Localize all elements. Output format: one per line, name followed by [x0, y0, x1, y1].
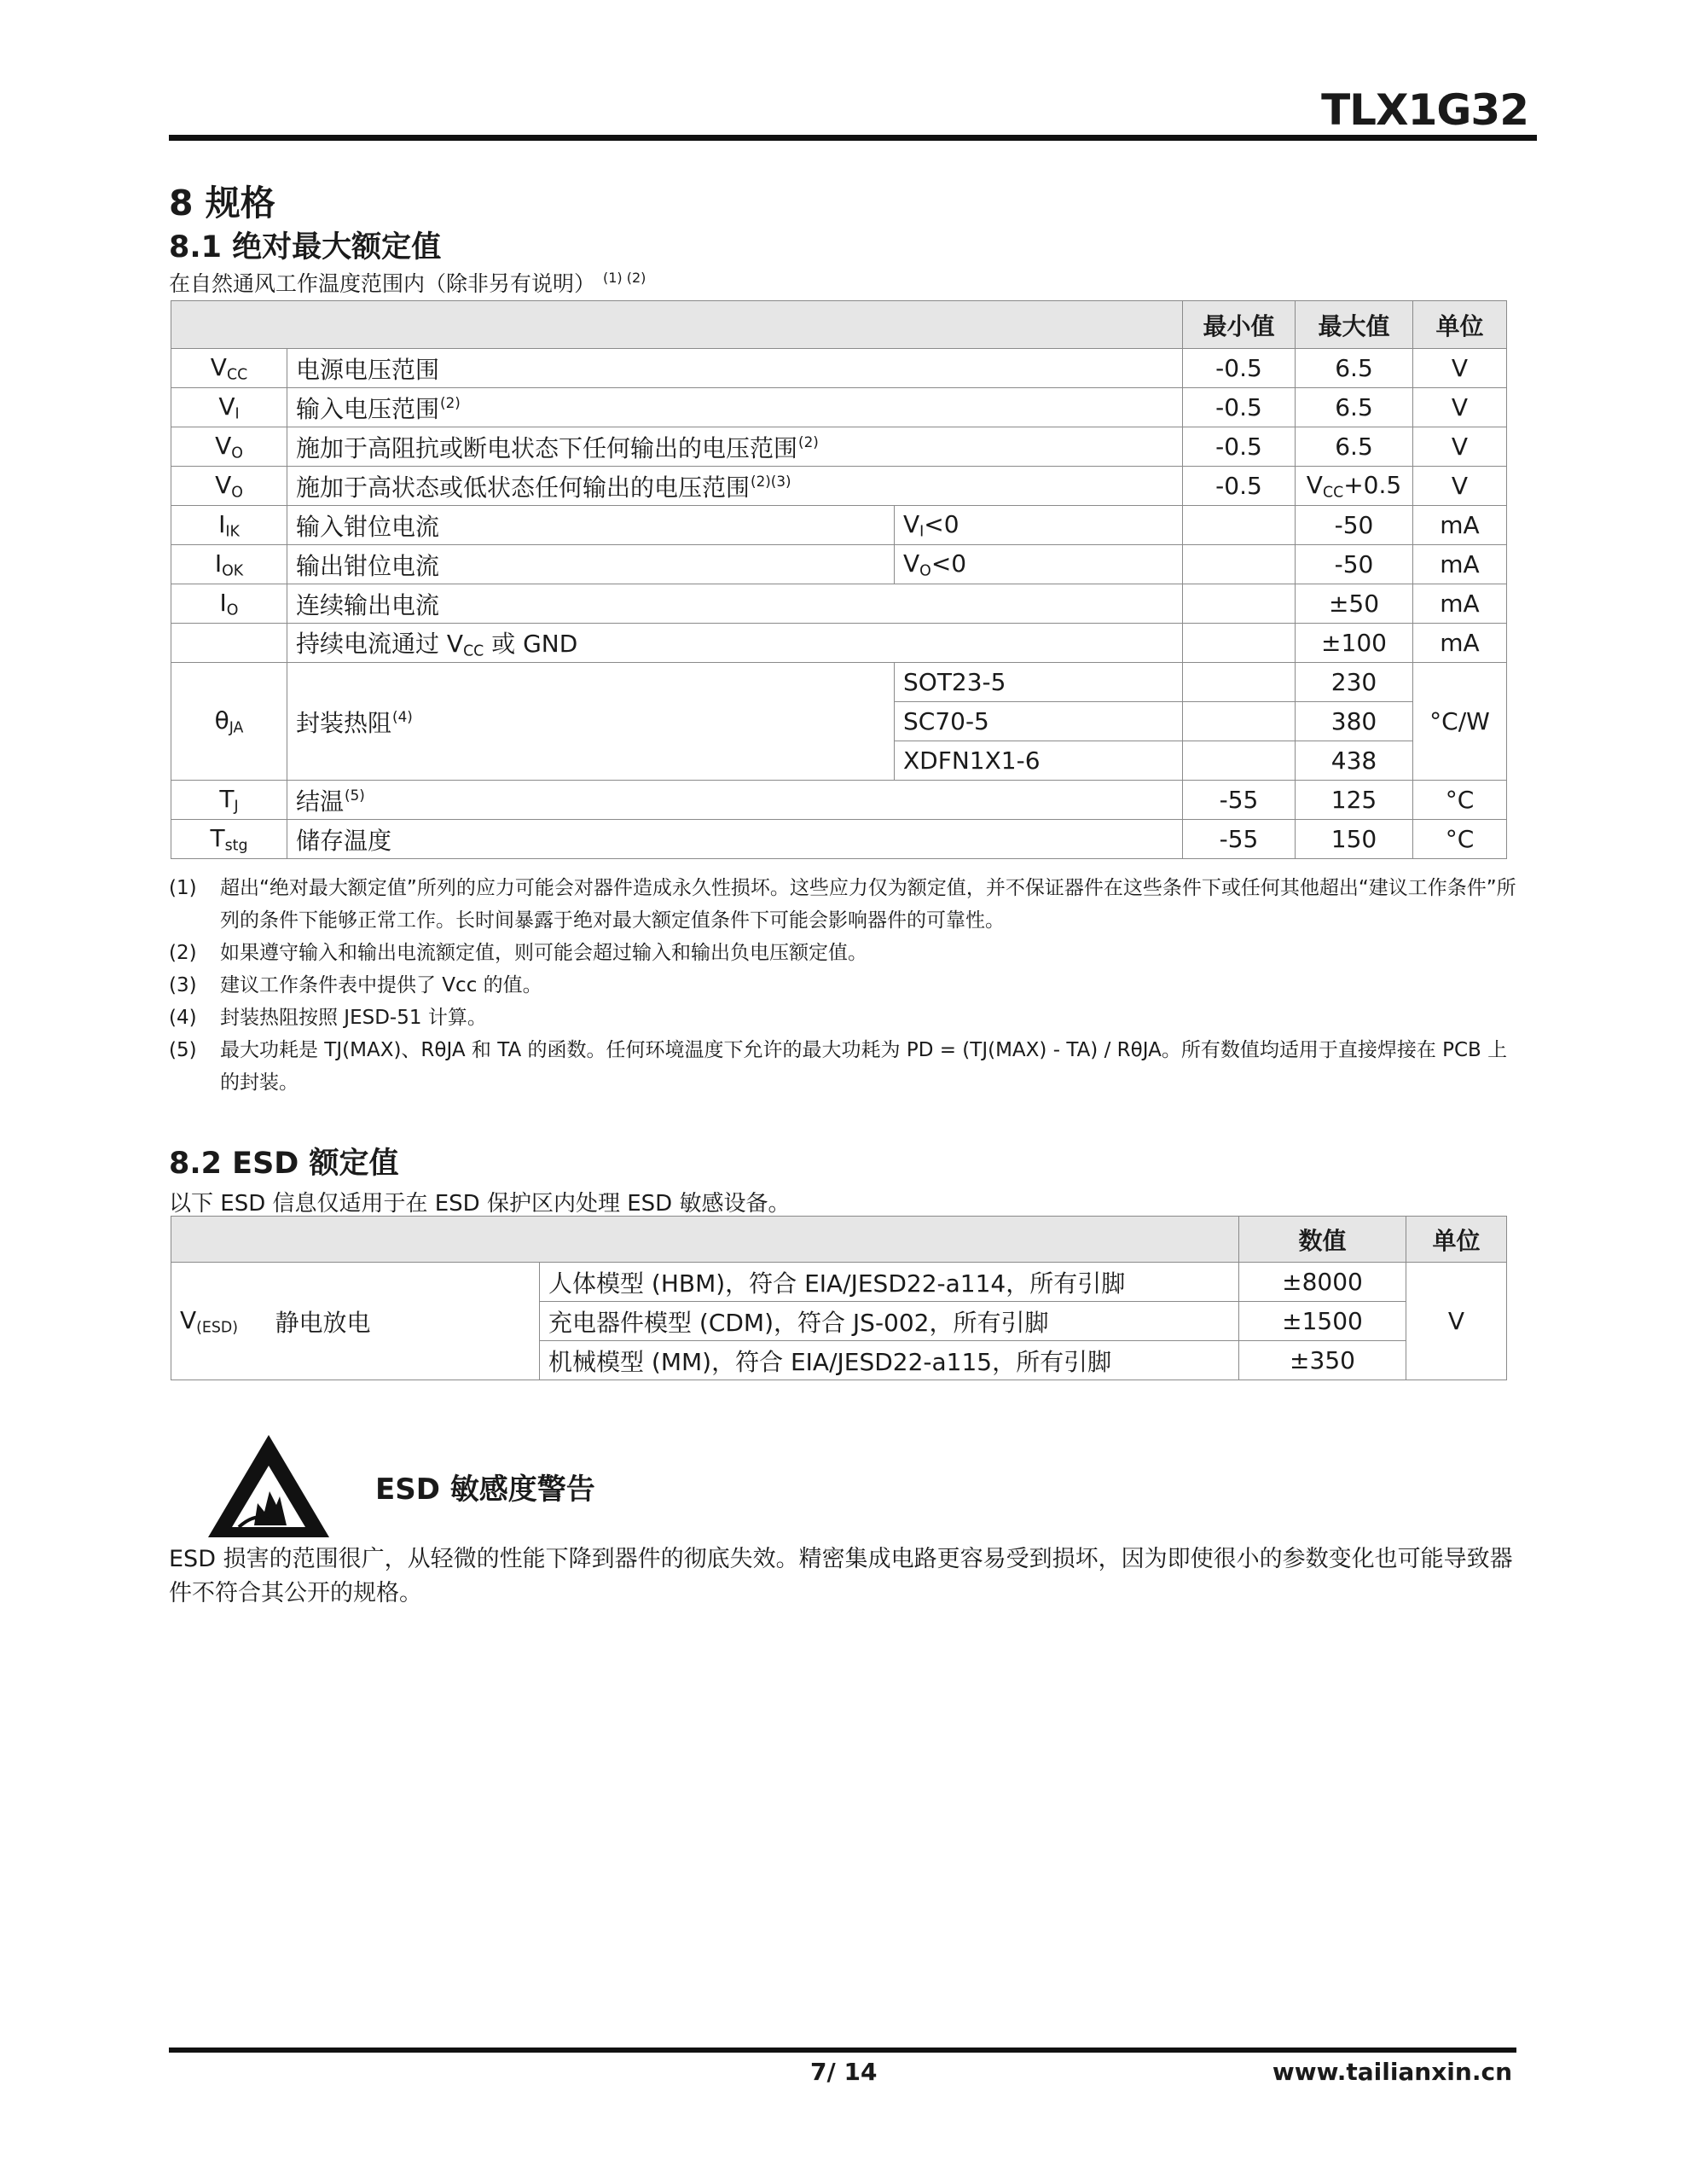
section-8-1-title: 8.1 绝对最大额定值 [169, 230, 442, 264]
model-cell: 人体模型 (HBM)，符合 EIA/JESD22-a114，所有引脚 [540, 1263, 1239, 1302]
min-cell [1183, 506, 1296, 545]
header-max: 最大值 [1296, 301, 1413, 349]
unit-cell: V [1413, 388, 1507, 427]
max-cell: 230 [1296, 663, 1413, 702]
min-cell [1183, 545, 1296, 584]
parameter-cell: 结温$^{(5)}$ [287, 781, 1183, 820]
symbol-cell: $T_{stg}$ [171, 820, 287, 859]
parameter-cell: 封装热阻$^{(4)}$ [287, 663, 895, 781]
symbol-cell: $V_I$ [171, 388, 287, 427]
max-cell: 438 [1296, 741, 1413, 781]
table-row-tstg [171, 820, 1507, 859]
header-unit: 单位 [1406, 1217, 1507, 1263]
symbol-cell: $T_J$ [171, 781, 287, 820]
footer-rule [169, 2048, 1516, 2053]
min-cell: -0.5 [1183, 349, 1296, 388]
document-part-number: TLX1G32 [1321, 85, 1528, 135]
min-cell [1183, 741, 1296, 781]
parameter-cell: 输出钳位电流 [287, 545, 895, 584]
unit-cell: mA [1413, 506, 1507, 545]
section-8-2-caption: 以下 ESD 信息仅适用于在 ESD 保护区内处理 ESD 敏感设备。 [169, 1191, 791, 1217]
table-row-vo-state [171, 467, 1507, 506]
parameter-cell: 电源电压范围 [287, 349, 1183, 388]
table-row-vcc [171, 349, 1507, 388]
esd-warning-text: ESD 损害的范围很广，从轻微的性能下降到器件的彻底失效。精密集成电路更容易受到损坏，因为即使很小的参数变化也可能导致器件不符合其公开的规格。 [169, 1546, 1513, 1606]
symbol-cell: $\theta_{JA}$ [171, 663, 287, 781]
max-cell: -50 [1296, 506, 1413, 545]
table-row-io [171, 584, 1507, 624]
model-cell: 充电器件模型 (CDM)，符合 JS-002，所有引脚 [540, 1302, 1239, 1341]
max-cell: 380 [1296, 702, 1413, 741]
symbol-cell: $V_O$ [171, 427, 287, 467]
parameter-cell: 施加于高状态或低状态任何输出的电压范围$^{(2)(3)}$ [287, 467, 1183, 506]
absolute-max-ratings-table [171, 300, 1507, 859]
esd-warning-icon [205, 1432, 333, 1542]
max-cell: ±50 [1296, 584, 1413, 624]
header-value: 数值 [1239, 1217, 1406, 1263]
symbol-cell: $I_O$ [171, 584, 287, 624]
condition-cell: $V_I<0$ [895, 506, 1183, 545]
section-8-1-caption: 在自然通风工作温度范围内（除非另有说明） $^{(1) (2)}$ [169, 270, 646, 296]
header-rule [169, 135, 1537, 141]
min-cell: -0.5 [1183, 388, 1296, 427]
max-cell: ±100 [1296, 624, 1413, 663]
table-row-theta-sot23 [171, 663, 1507, 702]
max-cell: -50 [1296, 545, 1413, 584]
symbol-cell: $V_O$ [171, 467, 287, 506]
max-cell: 6.5 [1296, 349, 1413, 388]
esd-ratings-table [171, 1216, 1507, 1380]
max-cell: $V_{CC}+0.5$ [1296, 467, 1413, 506]
value-cell: ±350 [1239, 1341, 1406, 1380]
package-cell: SC70-5 [895, 702, 1183, 741]
parameter-cell: 输入电压范围$^{(2)}$ [287, 388, 1183, 427]
max-cell: 6.5 [1296, 427, 1413, 467]
symbol-cell: $I_{OK}$ [171, 545, 287, 584]
symbol-cell: $V_{CC}$ [171, 349, 287, 388]
unit-cell: V [1413, 467, 1507, 506]
table-header-row [171, 1217, 1507, 1263]
min-cell: -55 [1183, 781, 1296, 820]
section-8-2-title: 8.2 ESD 额定值 [169, 1147, 399, 1181]
table-row-icc [171, 624, 1507, 663]
footnote-2: (2) 如果遵守输入和输出电流额定值，则可能会超过输入和输出负电压额定值。 [169, 942, 867, 964]
value-cell: ±1500 [1239, 1302, 1406, 1341]
symbol-cell [171, 624, 287, 663]
page-number: 7/ 14 [810, 2058, 878, 2086]
unit-cell: °C [1413, 820, 1507, 859]
table-row-vi [171, 388, 1507, 427]
max-cell: 150 [1296, 820, 1413, 859]
table-row-vo-hiz [171, 427, 1507, 467]
unit-cell: V [1406, 1263, 1507, 1380]
parameter-cell: 静电放电 [267, 1263, 540, 1380]
min-cell [1183, 624, 1296, 663]
model-cell: 机械模型 (MM)，符合 EIA/JESD22-a115，所有引脚 [540, 1341, 1239, 1380]
header-unit: 单位 [1413, 301, 1507, 349]
table-row-tj [171, 781, 1507, 820]
footnote-3: (3) 建议工作条件表中提供了 Vcc 的值。 [169, 974, 542, 996]
parameter-cell: 施加于高阻抗或断电状态下任何输出的电压范围$^{(2)}$ [287, 427, 1183, 467]
condition-cell: $V_O<0$ [895, 545, 1183, 584]
table-row-iik [171, 506, 1507, 545]
header-min: 最小值 [1183, 301, 1296, 349]
min-cell: -55 [1183, 820, 1296, 859]
unit-cell: °C [1413, 781, 1507, 820]
min-cell [1183, 663, 1296, 702]
min-cell: -0.5 [1183, 467, 1296, 506]
parameter-cell: 储存温度 [287, 820, 1183, 859]
table-footnotes [169, 872, 1525, 1099]
unit-cell: V [1413, 349, 1507, 388]
footnote-1: (1) 超出“绝对最大额定值”所列的应力可能会对器件造成永久性损坏。这些应力仅为额定值，并不保证器件在这些条件下或任何其他超出“建议工作条件”所列的条件下能够正常工作。长时间暴露于绝对最大额定值条件下可能会影响器件的可靠性。 [169, 877, 1516, 932]
package-cell: SOT23-5 [895, 663, 1183, 702]
value-cell: ±8000 [1239, 1263, 1406, 1302]
footnote-4: (4) 封装热阻按照 JESD-51 计算。 [169, 1007, 487, 1029]
min-cell [1183, 702, 1296, 741]
footnote-5: (5) 最大功耗是 TJ(MAX)、RθJA 和 TA 的函数。任何环境温度下允许的最大功耗为 PD = (TJ(MAX) - TA) / RθJA。所有数值均适用于直接焊接在 PCB 上的封装。 [169, 1039, 1508, 1094]
unit-cell: V [1413, 427, 1507, 467]
min-cell [1183, 584, 1296, 624]
parameter-cell: 连续输出电流 [287, 584, 1183, 624]
symbol-cell: $I_{IK}$ [171, 506, 287, 545]
max-cell: 125 [1296, 781, 1413, 820]
unit-cell: mA [1413, 584, 1507, 624]
parameter-cell: 持续电流通过 $V_{CC}$ 或 GND [287, 624, 1183, 663]
symbol-cell: $V_{(ESD)}$ [171, 1263, 267, 1380]
package-cell: XDFN1X1-6 [895, 741, 1183, 781]
unit-cell: mA [1413, 545, 1507, 584]
section-8-title: 8 规格 [169, 183, 275, 224]
max-cell: 6.5 [1296, 388, 1413, 427]
min-cell: -0.5 [1183, 427, 1296, 467]
unit-cell: °C/W [1413, 663, 1507, 781]
parameter-cell: 输入钳位电流 [287, 506, 895, 545]
website-link[interactable]: www.tailianxin.cn [1272, 2058, 1512, 2086]
table-row-iok [171, 545, 1507, 584]
table-row-hbm [171, 1263, 1507, 1302]
unit-cell: mA [1413, 624, 1507, 663]
table-header-row [171, 301, 1507, 349]
esd-warning-title: ESD 敏感度警告 [375, 1472, 595, 1507]
